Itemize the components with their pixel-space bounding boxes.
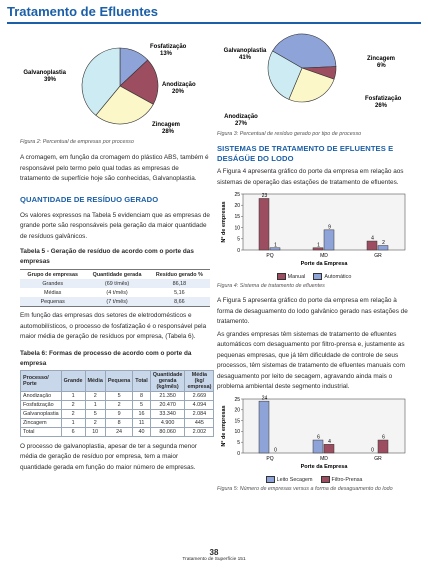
table-cell: 2 — [85, 391, 105, 400]
legend-swatch — [313, 273, 322, 280]
paragraph-tabela5: Os valores expressos na Tabela 5 evidenciam que as empresas de grande porte são responsáveis pela geração da maior quantidade de resíduos galvânicos. — [20, 211, 210, 240]
bar-value-label: 0 — [274, 447, 277, 453]
pie-label-pct: 41% — [238, 55, 252, 61]
table-cell: 2 — [61, 400, 85, 409]
table-cell: 80.060 — [150, 427, 185, 436]
table-cell: 2.669 — [185, 391, 214, 400]
table-cell: Fosfatização — [21, 400, 62, 409]
y-tick-label: 15 — [234, 214, 240, 221]
table-row — [21, 409, 214, 418]
figure-5-legend — [217, 476, 411, 483]
paragraph-figura5: A Figura 5 apresenta gráfico do porte da empresa em relação à forma de desaguamento do lodo galvânico gerado nas estações de tratamento. — [217, 297, 408, 325]
pie-chart-processes — [20, 30, 210, 134]
table-cell: 8,66 — [149, 297, 210, 307]
x-axis-label: Porte da Empresa — [300, 463, 348, 470]
y-tick-label: 10 — [234, 225, 240, 232]
pie-label-pct: 27% — [234, 121, 248, 126]
table-row — [21, 427, 214, 436]
legend-item-filtro — [321, 476, 363, 483]
table-row — [21, 391, 214, 400]
table-header-cell: Quantidade gerada — [92, 271, 142, 278]
table-cell: Médias — [44, 289, 62, 296]
figure-4-caption: Figura 4: Sistema de tratamento de efluentes — [217, 283, 325, 289]
paragraph-galvanoplastia: O processo de galvanoplastia, apesar de ter a segunda menor média de geração de resíduo por empresa, tem a maior quantidade gerada em função do maior número de empresas. — [20, 442, 197, 471]
pie-label-name: Anodização — [162, 82, 196, 88]
pie-label-name: Anodização — [224, 114, 258, 120]
table-cell: 40 — [133, 427, 150, 436]
table-row — [21, 418, 214, 427]
bar — [367, 241, 377, 250]
bar-value-label: 23 — [261, 192, 268, 199]
bar-value-label: 24 — [261, 395, 268, 402]
table-header-cell: Grande — [61, 370, 85, 391]
y-tick-label: 20 — [234, 407, 240, 414]
bar — [378, 246, 388, 250]
table-cell: Galvanoplastia — [21, 409, 62, 418]
legend-item-manual — [277, 273, 306, 280]
table-cell: 6 — [61, 427, 85, 436]
bar-value-label: 9 — [328, 224, 331, 231]
table-header-cell: Pequena — [105, 370, 132, 391]
table-header-cell: Resíduo gerado % — [155, 271, 203, 278]
table-cell: 2 — [85, 418, 105, 427]
table-header-cell: Quantidade gerada (kg/mês) — [150, 370, 185, 391]
figure-4-legend — [217, 273, 411, 280]
y-axis-label: Nº de empresas — [221, 201, 227, 243]
y-tick-label: 5 — [237, 439, 240, 446]
table-cell: 1 — [61, 418, 85, 427]
pie-label-name: Galvanoplastia — [23, 70, 66, 76]
pie-label-name: Fosfatização — [150, 44, 187, 50]
x-tick-label: GR — [374, 455, 382, 462]
table-cell: 5 — [85, 409, 105, 418]
bar-value-label: 4 — [371, 235, 374, 242]
table-cell: 9 — [105, 409, 132, 418]
bar-value-label: 2 — [382, 240, 385, 247]
paragraph-grandes-empresas: As grandes empresas têm sistemas de tratamento de efluentes automáticos com desaguamento por filtro-prensa e, justamente as pequenas empresas, que já têm dificuldade de controle de seus processos, têm sistemas de tratamento de efluentes manuais com desaguamento por leito de secagem, agravando ainda mais o problema ambiental deste segmento industrial. — [217, 330, 405, 390]
bar-value-label: 6 — [317, 434, 320, 441]
pie-label-pct: 6% — [377, 63, 386, 69]
table-cell: 4.900 — [150, 418, 185, 427]
paragraph-figura4: A Figura 4 apresenta gráfico do porte da empresa em relação aos sistemas de operação das estações de tratamento de efluentes. — [217, 168, 404, 186]
bar — [313, 440, 323, 453]
bar-chart-sludge-dewatering — [217, 393, 411, 471]
pie-label-name: Zincagem — [367, 56, 396, 62]
table-header-cell: Grupo de empresas — [27, 271, 79, 278]
y-tick-label: 25 — [234, 191, 240, 198]
y-tick-label: 10 — [234, 428, 240, 435]
figure-5-caption: Figura 5: Número de empresas versus a forma de desaguamento do lodo — [217, 485, 393, 492]
table-cell: (7 t/mês) — [85, 297, 148, 307]
table-cell: Pequenas — [20, 297, 85, 307]
table-cell: 4.094 — [185, 400, 214, 409]
table-header-cell: Total — [133, 370, 150, 391]
bar — [324, 230, 334, 250]
bar-value-label: 0 — [371, 447, 374, 453]
table-cell: 21.350 — [150, 391, 185, 400]
pie-label-name: Galvanoplastia — [223, 48, 267, 54]
table-cell: 445 — [185, 418, 214, 427]
pie-chart-residue — [217, 30, 411, 126]
y-tick-label: 20 — [234, 203, 240, 209]
x-tick-label: PQ — [266, 455, 274, 462]
table-cell: 2.002 — [185, 427, 214, 436]
bar-value-label: 6 — [382, 434, 385, 441]
x-axis-label: Porte da Empresa — [300, 261, 348, 267]
bar — [259, 401, 269, 453]
table-cell: 33.340 — [150, 409, 185, 418]
table-cell: 5,16 — [174, 289, 185, 296]
table-row — [20, 279, 210, 288]
table-row — [21, 400, 214, 409]
bar-value-label: 1 — [274, 242, 277, 249]
right-column — [217, 30, 411, 492]
table-header-cell: Média — [85, 370, 105, 391]
table-cell: Anodização — [21, 391, 62, 400]
legend-swatch — [321, 476, 330, 483]
paragraph-fosfatizacao: Em função das empresas dos setores de eletrodomésticos e automobilísticos, o processo de fosfatização é o responsável pela maior média de geração de resíduos por empresa, (Tabela 6). — [20, 312, 207, 340]
legend-swatch — [266, 476, 275, 483]
pie-label-pct: 26% — [375, 103, 388, 109]
legend-label: Leito Secagem — [276, 476, 313, 483]
table-cell: Total — [21, 427, 62, 436]
bar-value-label: 1 — [317, 242, 320, 249]
legend-label: Automático — [324, 273, 352, 280]
table-cell: 11 — [133, 418, 150, 427]
bar — [324, 444, 334, 453]
table-5-title: Tabela 5 - Geração de resíduo de acordo com o porte das empresas — [20, 248, 194, 265]
section-title-residuo: QUANTIDADE DE RESÍDUO GERADO — [20, 194, 159, 204]
figure-3-caption: Figura 3: Percentual de resíduo gerado por tipo de processo — [217, 131, 362, 137]
journal-name: Tratamento de Superfície 151 — [182, 557, 246, 562]
table-header-cell: Média (kg/ empresa) — [185, 370, 214, 391]
table-cell: 2 — [61, 409, 85, 418]
table-6-title: Tabela 6: Formas de processo de acordo com o porte da empresa — [20, 349, 192, 367]
x-tick-label: PQ — [266, 253, 274, 259]
y-tick-label: 15 — [234, 417, 240, 424]
bar — [259, 198, 269, 250]
table-cell: 10 — [85, 427, 105, 436]
footer — [0, 548, 428, 562]
bar-value-label: 4 — [328, 438, 331, 445]
table-cell: (4 t/mês) — [106, 289, 128, 296]
table-header-cell: Processo/ Porte — [21, 370, 62, 391]
legend-label: Manual — [287, 273, 306, 280]
legend-item-automatico — [313, 273, 351, 280]
bar — [378, 440, 388, 453]
table-cell: 5 — [133, 400, 150, 409]
paragraph-cromagem: A cromagem, em função da cromagem do plástico ABS, também é responsável pelo termo pelo qual todas as empresas de tratamento de superfície hoje são conhecidas, Galvanoplastia. — [20, 154, 209, 182]
table-cell: Zincagem — [21, 418, 62, 427]
section-title-sistemas: SISTEMAS DE TRATAMENTO DE EFLUENTES E DESÁGÜE DO LODO — [217, 144, 394, 163]
pie-label-pct: 39% — [43, 77, 56, 83]
table-row — [20, 297, 210, 307]
y-tick-label: 25 — [234, 396, 240, 403]
table-row — [20, 288, 210, 297]
table-cell: Grandes — [20, 279, 85, 288]
table-cell: 24 — [105, 427, 132, 436]
table-cell: 2.084 — [185, 409, 214, 418]
table-cell: 8 — [133, 391, 150, 400]
table-cell: 8 — [105, 418, 132, 427]
pie-label-pct: 20% — [172, 89, 185, 95]
table-6 — [20, 370, 214, 437]
x-tick-label: MD — [320, 455, 328, 462]
left-column — [20, 30, 210, 473]
pie-label-pct: 13% — [160, 51, 173, 57]
page-number: 38 — [209, 548, 219, 557]
y-tick-label: 0 — [237, 247, 240, 254]
table-cell: 1 — [61, 391, 85, 400]
y-axis-label: Nº de empresas — [221, 404, 227, 447]
figure-2-caption: Figura 2: Percentual de empresas por processo — [20, 139, 134, 145]
pie-label-pct: 28% — [162, 129, 175, 134]
x-tick-label: GR — [374, 253, 382, 259]
table-cell: 2 — [105, 400, 132, 409]
bar-chart-treatment-system — [217, 188, 411, 268]
x-tick-label: MD — [320, 253, 328, 259]
header-rule — [7, 22, 421, 24]
legend-item-leito — [266, 476, 313, 483]
table-cell: 16 — [133, 409, 150, 418]
table-5 — [20, 269, 210, 307]
legend-swatch — [277, 273, 286, 280]
table-cell: 20.470 — [150, 400, 185, 409]
pie-label-name: Fosfatização — [365, 96, 402, 102]
table-cell: 1 — [85, 400, 105, 409]
table-cell: (69 t/mês) — [85, 279, 148, 288]
table-cell: 5 — [105, 391, 132, 400]
table-cell: 86,18 — [149, 279, 210, 288]
legend-label: Filtro-Prensa — [331, 476, 363, 483]
section-header: Tratamento de Efluentes — [7, 4, 158, 19]
y-tick-label: 0 — [237, 450, 240, 457]
pie-label-name: Zincagem — [152, 122, 181, 128]
y-tick-label: 5 — [237, 236, 240, 243]
